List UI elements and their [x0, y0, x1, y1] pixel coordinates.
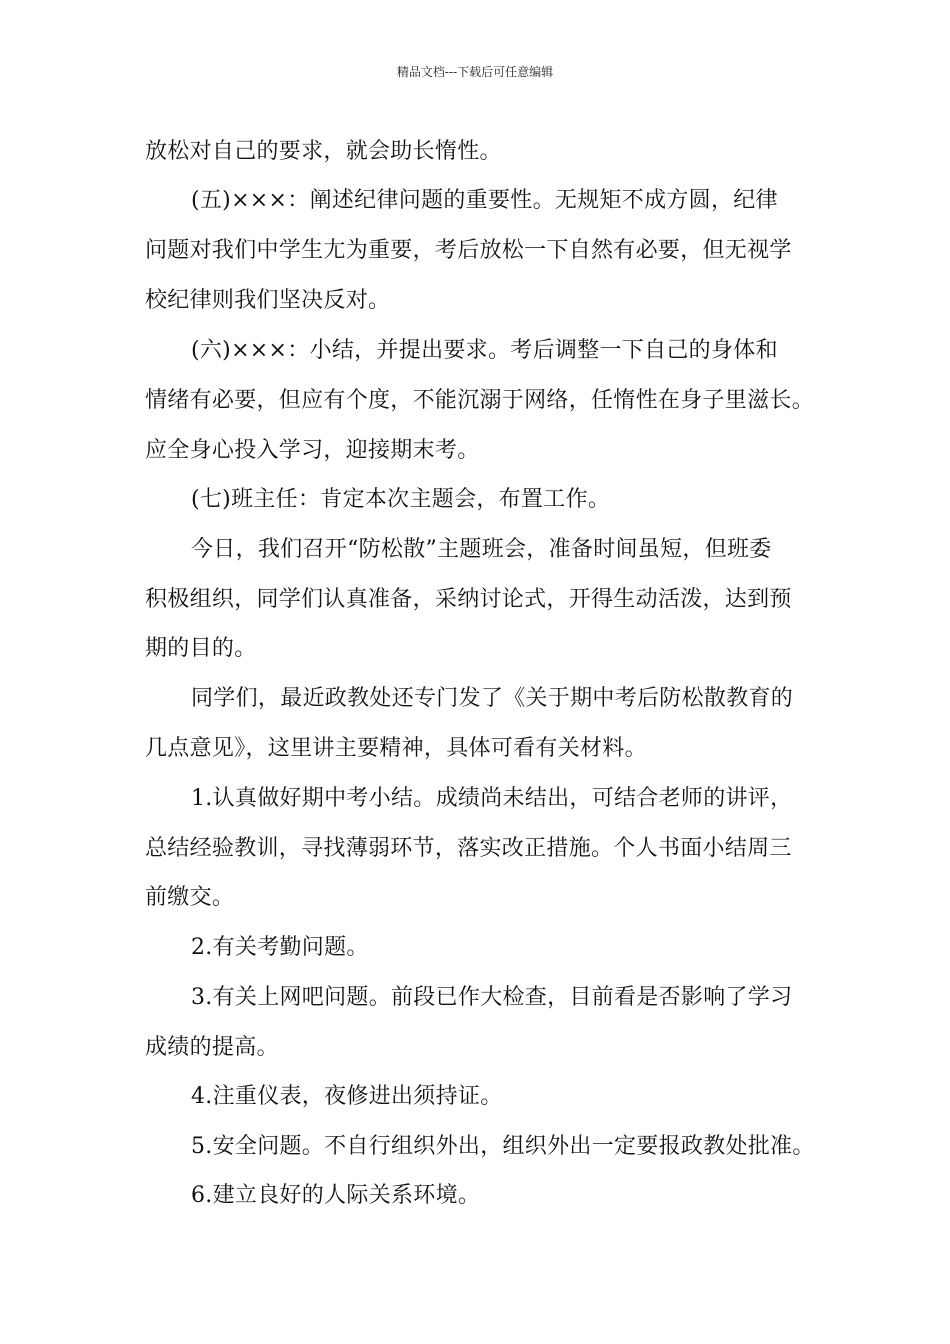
text-line: 校纪律则我们坚决反对。 — [145, 288, 391, 313]
page-header: 精品文档---下载后可任意编辑 — [396, 65, 554, 79]
list-item: 5.安全问题。不自行组织外出，组织外出一定要报政教处批准。 — [191, 1134, 815, 1159]
text-line: 几点意见》，这里讲主要精神，具体可看有关材料。 — [145, 736, 647, 761]
paragraph-start: (六)×××：小结，并提出要求。考后调整一下自己的身体和 — [191, 338, 778, 363]
paragraph-start: (七)班主任：肯定本次主题会，布置工作。 — [191, 487, 611, 512]
list-item: 3.有关上网吧问题。前段已作大检查，目前看是否影响了学习 — [191, 985, 793, 1010]
paragraph-start: 同学们，最近政教处还专门发了《关于期中考后防松散教育的 — [191, 686, 794, 711]
text-line: 放松对自己的要求，就会助长惰性。 — [145, 139, 502, 164]
paragraph-start: 今日，我们召开“防松散”主题班会，准备时间虽短，但班委 — [191, 537, 772, 562]
list-item: 6.建立良好的人际关系环境。 — [191, 1183, 481, 1208]
list-item: 2.有关考勤问题。 — [191, 935, 369, 960]
text-line: 问题对我们中学生尢为重要，考后放松一下自然有必要，但无视学 — [145, 238, 792, 263]
text-line: 前缴交。 — [145, 885, 235, 910]
text-line: 期的目的。 — [145, 636, 257, 661]
list-item: 1.认真做好期中考小结。成绩尚未结出，可结合老师的讲评， — [191, 786, 793, 811]
text-line: 应全身心投入学习，迎接期末考。 — [145, 438, 480, 463]
text-line: 积极组织，同学们认真准备，采纳讨论式，开得生动活泼，达到预 — [145, 587, 792, 612]
paragraph-start: (五)×××：阐述纪律问题的重要性。无规矩不成方圆，纪律 — [191, 188, 778, 213]
list-item: 4.注重仪表，夜修进出须持证。 — [191, 1084, 503, 1109]
text-line: 总结经验教训，寻找薄弱环节，落实改正措施。个人书面小结周三 — [145, 836, 792, 861]
text-line: 成绩的提高。 — [145, 1035, 279, 1060]
text-line: 情绪有必要，但应有个度，不能沉溺于网络，任惰性在身子里滋长。 — [145, 388, 815, 413]
